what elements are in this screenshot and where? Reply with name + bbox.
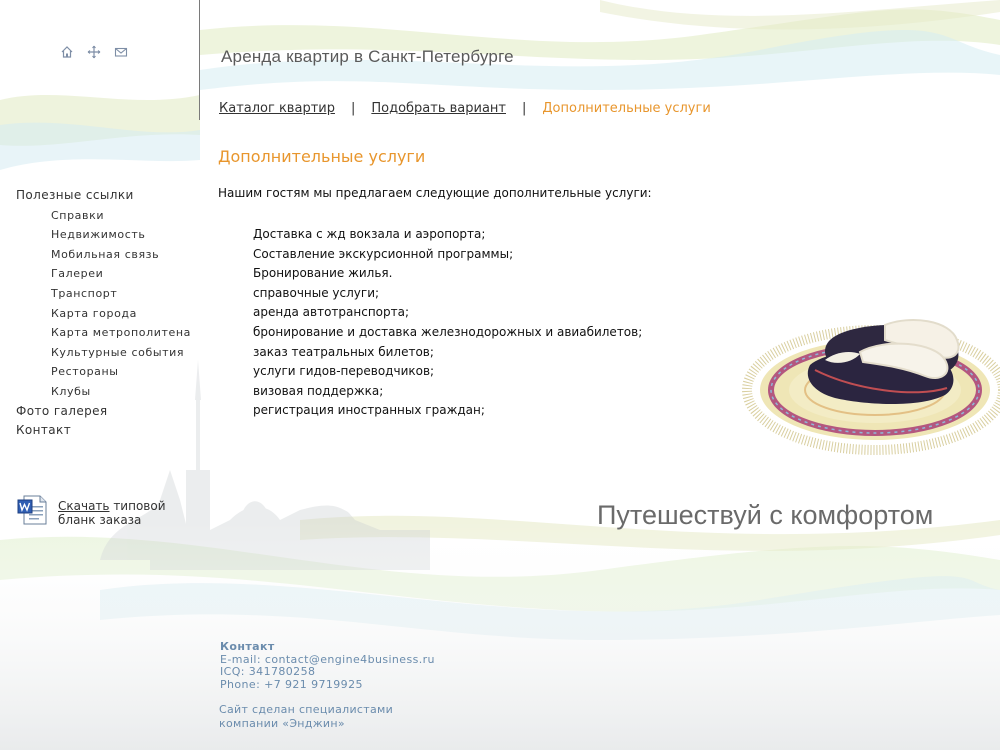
sidebar-subitem-references[interactable]: Справки (51, 208, 105, 222)
service-item: бронирование и доставка железнодорожных и авиабилетов; (253, 324, 643, 339)
intro-text: Нашим гостям мы предлагаем следующие дополнительные услуги: (218, 186, 652, 200)
word-document-icon[interactable] (16, 494, 48, 526)
nav-separator: | (522, 101, 527, 116)
service-item: Доставка с жд вокзала и аэропорта; (253, 227, 486, 241)
site-title: Аренда квартир в Санкт-Петербурге (221, 47, 514, 66)
service-item: Составление экскурсионной программы; (253, 246, 514, 261)
nav-catalog[interactable]: Каталог квартир (219, 101, 335, 116)
download-link[interactable]: Скачать (58, 499, 110, 513)
nav-pick-variant[interactable]: Подобрать вариант (371, 101, 506, 116)
service-item: аренда автотранспорта; (253, 305, 410, 320)
credit-line-1[interactable]: Сайт сделан специалистами (219, 703, 394, 716)
top-icons (60, 44, 128, 58)
sidebar-subitem-real-estate[interactable]: Недвижимость (51, 228, 146, 242)
service-item: справочные услуги; (253, 285, 380, 300)
services-list (253, 225, 642, 421)
top-navigation (219, 101, 711, 116)
sidebar-item-contact[interactable]: Контакт (16, 423, 72, 438)
sidebar-subitem-restaurants[interactable]: Рестораны (51, 365, 119, 379)
footer-icq: ICQ: 341780258 (220, 665, 316, 679)
sitemap-icon[interactable] (87, 44, 101, 58)
download-block (16, 494, 178, 527)
footer-contact-title: Контакт (220, 640, 275, 653)
header-divider (199, 0, 200, 120)
sidebar-subitem-events[interactable]: Культурные события (51, 345, 185, 359)
sidebar-item-useful-links[interactable]: Полезные ссылки (16, 188, 134, 202)
site-credit (219, 703, 393, 731)
service-item: услуги гидов-переводчиков; (253, 364, 435, 379)
sidebar (16, 186, 191, 441)
slippers-on-rug-illustration (735, 290, 1000, 460)
footer-phone: Phone: +7 921 9719925 (220, 677, 363, 691)
service-item: регистрация иностранных граждан; (253, 403, 485, 418)
slogan: Путешествуй с комфортом (597, 500, 934, 530)
mail-icon[interactable] (114, 44, 128, 58)
sidebar-submenu (16, 206, 191, 402)
sidebar-subitem-transport[interactable]: Транспорт (51, 286, 118, 300)
sidebar-subitem-city-map[interactable]: Карта города (51, 306, 137, 320)
nav-separator: | (350, 101, 356, 116)
service-item: визовая поддержка; (253, 383, 384, 398)
download-description: типовой бланк заказа (58, 499, 166, 527)
footer-contact (220, 641, 435, 691)
service-item: заказ театральных билетов; (253, 344, 434, 359)
download-text (58, 499, 178, 527)
sidebar-subitem-clubs[interactable]: Клубы (51, 384, 91, 398)
sidebar-subitem-metro-map[interactable]: Карта метрополитена (51, 326, 191, 340)
nav-additional-services[interactable]: Дополнительные услуги (542, 101, 711, 116)
footer-email[interactable]: E-mail: contact@engine4business.ru (220, 652, 435, 666)
sidebar-subitem-galleries[interactable]: Галереи (51, 267, 104, 281)
service-item: Бронирование жилья. (253, 266, 393, 281)
sidebar-subitem-mobile[interactable]: Мобильная связь (51, 247, 160, 261)
sidebar-item-photo-gallery[interactable]: Фото галерея (16, 403, 108, 418)
page-title: Дополнительные услуги (218, 147, 426, 166)
credit-line-2[interactable]: компании «Энджин» (219, 717, 345, 730)
home-icon[interactable] (60, 44, 74, 58)
